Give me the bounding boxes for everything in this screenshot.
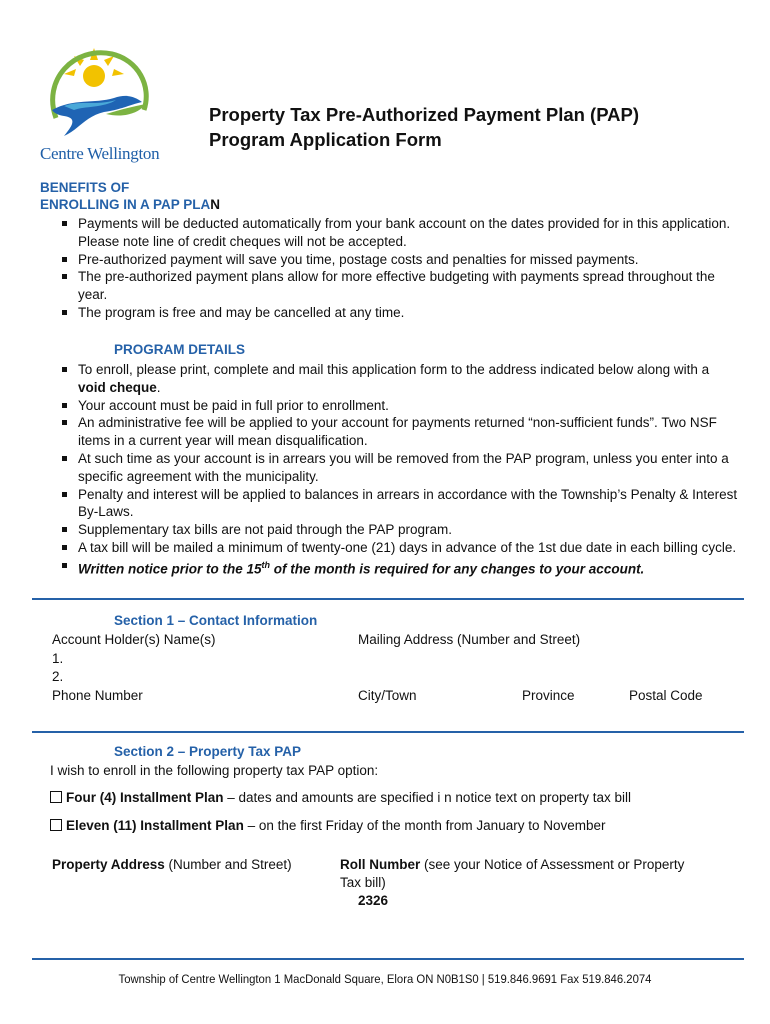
program-details-heading: PROGRAM DETAILS [114, 342, 245, 357]
province-label: Province [522, 688, 575, 703]
list-item: Payments will be deducted automatically from your bank account on the dates provided for in this application. Please note line of credit cheques will not be accepted. [60, 215, 740, 251]
list-item: The pre-authorized payment plans allow for more effective budgeting with payments spread throughout the year. [60, 268, 740, 304]
list-item: A tax bill will be mailed a minimum of twenty-one (21) days in advance of the 1st due date in each billing cycle. [60, 539, 740, 557]
centre-wellington-logo [34, 40, 164, 170]
list-item: Your account must be paid in full prior to enrollment. [60, 397, 740, 415]
footer-address: Township of Centre Wellington 1 MacDonald Square, Elora ON N0B1S0 | 519.846.9691 Fax 519.846.2074 [118, 972, 652, 986]
city-town-label: City/Town [358, 688, 417, 703]
section-2-intro: I wish to enroll in the following property tax PAP option: [50, 763, 379, 778]
title-line-1: Property Tax Pre-Authorized Payment Plan (PAP) [209, 104, 640, 125]
org-name: Centre Wellington [40, 144, 160, 163]
account-holders-label: Account Holder(s) Name(s) [52, 632, 216, 647]
benefits-list [60, 215, 740, 322]
program-details-list [60, 361, 740, 578]
divider [32, 598, 744, 600]
page-title [209, 102, 639, 152]
property-address-label: Property Address (Number and Street) [52, 857, 292, 872]
mailing-address-label: Mailing Address (Number and Street) [358, 632, 581, 647]
benefits-heading: BENEFITS OF ENROLLING IN A PAP PLAN [40, 180, 221, 212]
section-1-heading: Section 1 – Contact Information [114, 613, 318, 628]
account-holder-2-field[interactable]: 2. [52, 669, 64, 684]
phone-number-label: Phone Number [52, 688, 143, 703]
list-item: To enroll, please print, complete and mail this application form to the address indicated below along with a void cheque. [60, 361, 740, 397]
option-four-installment[interactable]: Four (4) Installment Plan – dates and amounts are specified i n notice text on property tax bill [50, 789, 631, 807]
title-line-2: Program Application Form [209, 129, 442, 150]
option-eleven-installment[interactable]: Eleven (11) Installment Plan – on the first Friday of the month from January to November [50, 817, 606, 835]
list-item: Penalty and interest will be applied to balances in arrears in accordance with the Township’s Penalty & Interest By-Laws. [60, 486, 740, 522]
list-item: Supplementary tax bills are not paid through the PAP program. [60, 521, 740, 539]
roll-number-label: Roll Number (see your Notice of Assessment or Property Tax bill) [340, 857, 685, 890]
list-item: Pre-authorized payment will save you time, postage costs and penalties for missed payments. [60, 251, 740, 269]
list-item: At such time as your account is in arrears you will be removed from the PAP program, unless you enter into a specific agreement with the municipality. [60, 450, 740, 486]
divider [32, 731, 744, 733]
sun-river-logo-icon [34, 40, 164, 144]
checkbox-icon[interactable] [50, 791, 62, 803]
list-item: An administrative fee will be applied to your account for payments returned “non-sufficient funds”. Two NSF items in a current year will mean disqualification. [60, 414, 740, 450]
checkbox-icon[interactable] [50, 819, 62, 831]
section-2-heading: Section 2 – Property Tax PAP [114, 744, 302, 759]
list-item: The program is free and may be cancelled at any time. [60, 304, 740, 322]
postal-code-label: Postal Code [629, 688, 703, 703]
written-notice-item: Written notice prior to the 15th of the month is required for any changes to your account. [60, 557, 740, 578]
footer-divider [32, 958, 744, 960]
roll-number-value[interactable]: 2326 [358, 893, 389, 908]
account-holder-1-field[interactable]: 1. [52, 651, 64, 666]
